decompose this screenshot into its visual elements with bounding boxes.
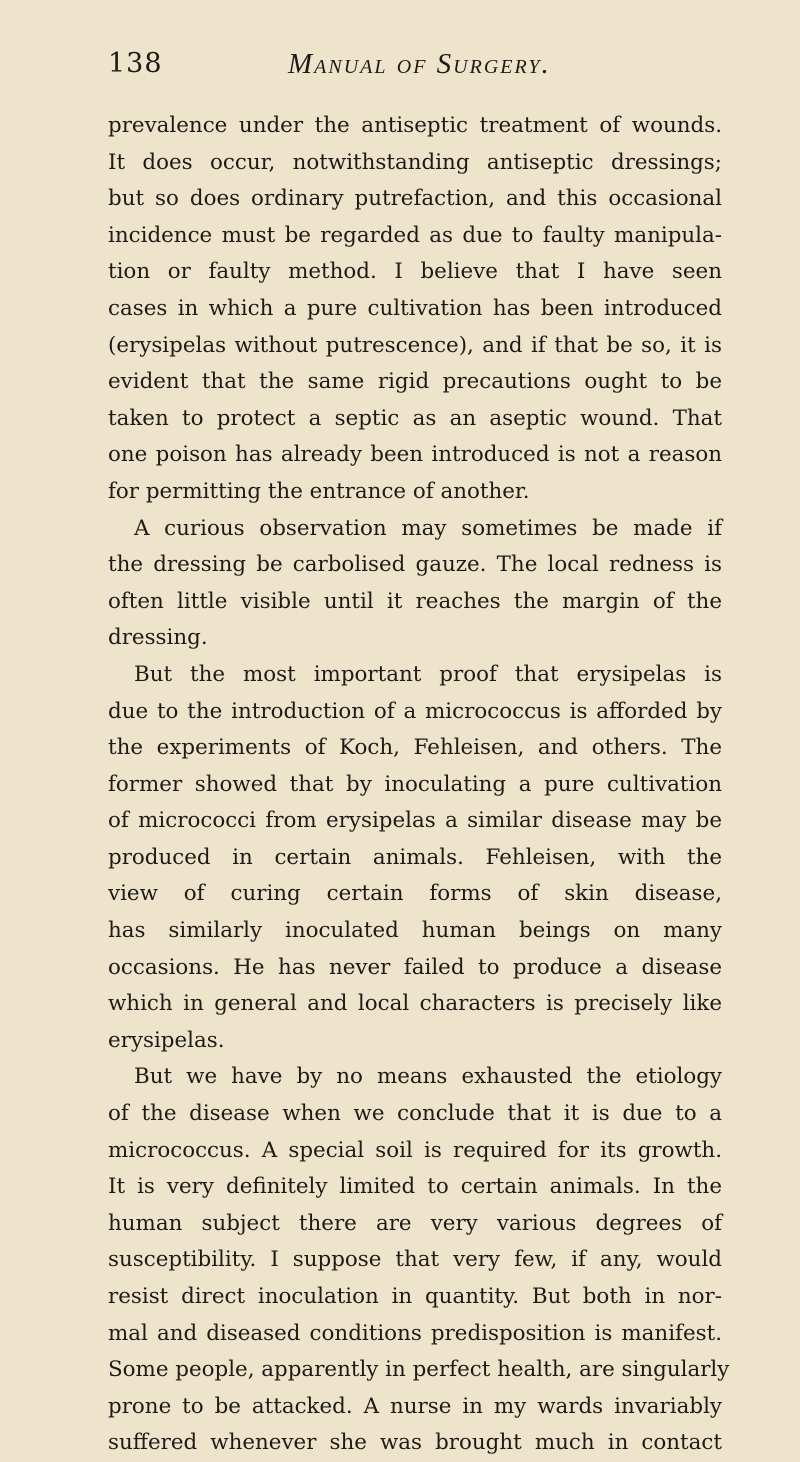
running-title: Manual of Surgery.: [288, 48, 551, 80]
text-line: view of curing certain forms of skin disease,: [108, 881, 722, 907]
text-line: human subject there are very various degrees of: [108, 1210, 722, 1236]
text-line: It is very definitely limited to certain animals. In the: [108, 1174, 722, 1200]
text-line: mal and diseased conditions predisposition is manifest.: [108, 1320, 722, 1346]
text-line: has similarly inoculated human beings on many: [108, 918, 722, 944]
text-line: micrococcus. A special soil is required for its growth.: [108, 1137, 722, 1163]
text-line: often little visible until it reaches the margin of the: [108, 588, 722, 614]
running-head: [108, 44, 718, 84]
body-text: [108, 108, 730, 1462]
text-line: erysipelas.: [108, 1027, 225, 1053]
text-line: dressing.: [108, 625, 208, 651]
text-line: suffered whenever she was brought much in contact: [108, 1430, 722, 1456]
paragraph-start-line: But we have by no means exhausted the etiology: [134, 1064, 722, 1090]
text-line: evident that the same rigid precautions ought to be: [108, 369, 722, 395]
text-line: tion or faulty method. I believe that I have seen: [108, 259, 722, 285]
text-line: produced in certain animals. Fehleisen, with the: [108, 844, 722, 870]
text-line: occasions. He has never failed to produce a disease: [108, 954, 722, 980]
paragraph-start-line: A curious observation may sometimes be made if: [134, 515, 722, 541]
text-line: which in general and local characters is precisely like: [108, 991, 722, 1017]
text-line: resist direct inoculation in quantity. But both in nor-: [108, 1284, 722, 1309]
text-line: due to the introduction of a micrococcus is afforded by: [108, 698, 722, 724]
text-line: the dressing be carbolised gauze. The local redness is: [108, 552, 722, 578]
text-line: prone to be attacked. A nurse in my wards invariably: [108, 1393, 722, 1419]
text-line: of micrococci from erysipelas a similar disease may be: [108, 808, 722, 834]
paragraph-start-line: But the most important proof that erysipelas is: [134, 661, 722, 687]
text-line: of the disease when we conclude that it is due to a: [108, 1101, 722, 1127]
text-line: (erysipelas without putrescence), and if that be so, it is: [108, 332, 722, 358]
text-line: but so does ordinary putrefaction, and this occasional: [108, 186, 722, 212]
text-line: prevalence under the antiseptic treatment of wounds.: [108, 113, 722, 138]
text-line: incidence must be regarded as due to faulty manipula-: [108, 222, 722, 248]
text-line: cases in which a pure cultivation has been introduced: [108, 295, 722, 321]
text-line: It does occur, notwithstanding antiseptic dressings;: [108, 149, 722, 175]
text-line: the experiments of Koch, Fehleisen, and others. The: [108, 735, 722, 761]
text-line: Some people, apparently in perfect health, are singularly: [108, 1357, 730, 1383]
text-line: for permitting the entrance of another.: [108, 478, 530, 504]
text-line: susceptibility. I suppose that very few, if any, would: [108, 1247, 722, 1273]
text-line: former showed that by inoculating a pure cultivation: [108, 771, 722, 797]
text-line: taken to protect a septic as an aseptic wound. That: [108, 405, 722, 431]
page-number: 138: [108, 48, 163, 79]
text-line: one poison has already been introduced is not a reason: [108, 442, 722, 468]
